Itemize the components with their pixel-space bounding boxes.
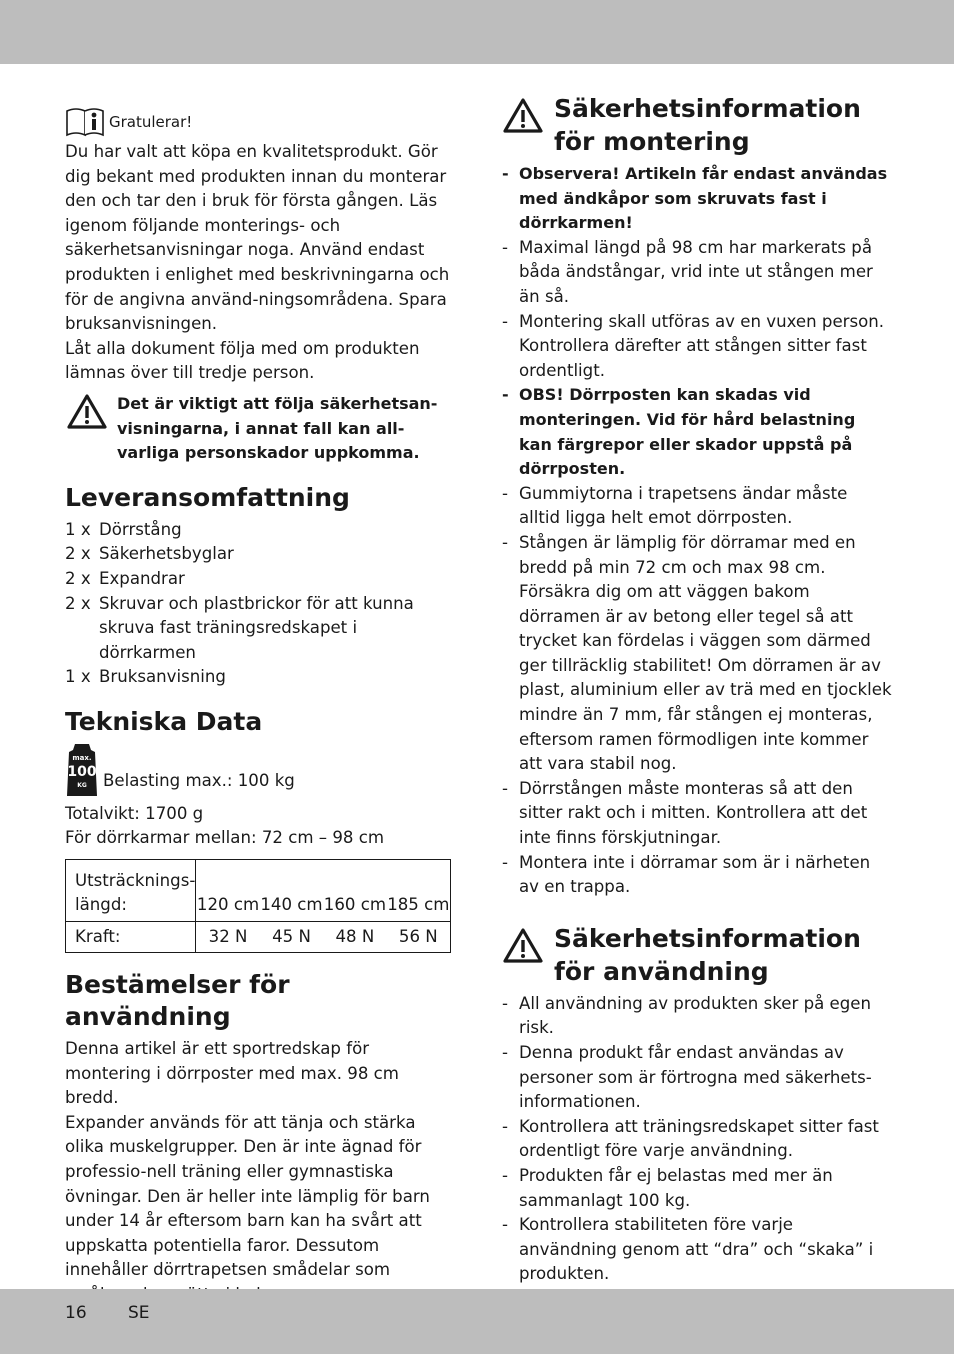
table-cell: 120 cm [196, 895, 260, 915]
table-cell: 160 cm [323, 895, 387, 915]
list-item: - Montering skall utföras av en vuxen person. Kontrollera därefter att stången sitter fast ordentligt. [502, 311, 885, 380]
max-load-row [65, 742, 455, 798]
warning-text: Det är viktigt att följa säkerhetsan-visningarna, i annat fall kan all-varliga personskador uppkomma. [117, 393, 438, 463]
force-values [196, 922, 451, 953]
warning-triangle-icon [65, 394, 109, 430]
list-item: - Denna produkt får endast användas av personer som är förtrogna med säkerhets-informationen. [502, 1043, 872, 1112]
use-paragraph: Expander används för att tänja och stärka olika muskelgrupper. Den är inte ägnad för professio-nell träning eller gymnastiska övningar. Den är heller inte lämplig för barn under 14 år eftersom barn kan ha svårt att uppskatta potentiella faror. Dessutom innehåller dörrtrapetsen smådelar som [65, 1112, 430, 1280]
language-code: SE [128, 1303, 150, 1323]
list-item: - Montera inte i dörramar som är i närheten av en trappa. [502, 852, 871, 897]
list-item: - Kontrollera stabiliteten före varje användning genom att “dra” och “skaka” i produkten. [502, 1215, 874, 1284]
page-number: 16 [65, 1303, 87, 1323]
warning-triangle-icon [502, 928, 544, 964]
length-values [196, 860, 451, 922]
use-safety-heading: Säkerhetsinformation för användning [554, 923, 861, 986]
list-item: 2 x Expandrar [65, 568, 185, 588]
list-item: 2 x Säkerhetsbyglar [65, 544, 234, 564]
supply-list [65, 518, 455, 690]
force-label: Kraft: [66, 922, 196, 953]
intro-paragraph: Du har valt att köpa en kvalitetsprodukt. Gör dig bekant med produkten innan du monterar den och tar den i bruk för första gången. Läs igenom följande monterings- och säkerhetsanvisningar noga. Använd endast produkten i enlighet med beskrivningarna och för de angivna använd-ningsområdena. Spara bruksanvisningen. [65, 142, 450, 334]
mount-safety-header [502, 92, 892, 158]
spec-table [65, 859, 451, 953]
intro-paragraph: Låt alla dokument följa med om produkten lämnas över till tredje person. [65, 338, 420, 383]
weight-icon-value: 100 [67, 763, 97, 780]
use-paragraph: Denna artikel är ett sportredskap för montering i dörrposter med max. 98 cm bredd. [65, 1039, 399, 1108]
list-item: - Gummiytorna i trapetsens ändar måste alltid ligga helt emot dörrposten. [502, 483, 848, 528]
list-item: - OBS! Dörrposten kan skadas vid monteringen. Vid för hård belastning kan färgrepor eller skador uppstå på dörrposten. [502, 385, 856, 479]
list-item: - Observera! Artikeln får endast användas med ändkåpor som skruvats fast i dörrkarmen! [502, 164, 888, 233]
list-item: - Produkten får ej belastas med mer än sammanlagt 100 kg. [502, 1165, 833, 1210]
right-column [502, 92, 892, 1287]
warning-triangle-icon [502, 98, 544, 134]
mount-safety-list [502, 162, 892, 900]
list-item: - Dörrstången måste monteras så att den sitter rakt och i mitten. Kontrollera att det inte finns förskjutningar. [502, 778, 868, 848]
intro-title: Gratulerar! [109, 112, 193, 131]
table-cell: 45 N [272, 926, 311, 946]
use-safety-list [502, 992, 892, 1287]
table-cell: 185 cm [387, 895, 450, 915]
intro-header [65, 108, 455, 136]
header-bar [0, 0, 954, 64]
table-cell: 48 N [335, 926, 375, 946]
list-item: - Maximal längd på 98 cm har markerats på båda ändstångar, vrid inte ut stången mer än så. [502, 237, 873, 306]
table-cell: 56 N [398, 926, 438, 946]
weight-icon-top: max. [72, 753, 92, 762]
frame-range: För dörrkarmar mellan: 72 cm – 98 cm [65, 828, 385, 848]
table-row [66, 860, 451, 922]
total-weight: Totalvikt: 1700 g [65, 803, 204, 823]
table-cell: 32 N [208, 926, 248, 946]
table-row [66, 922, 451, 953]
list-item: - Kontrollera att träningsredskapet sitter fast ordentligt före varje användning. [502, 1116, 879, 1161]
list-item: 2 x Skruvar och plastbrickor för att kunna skruva fast träningsredskapet i dörrkarmen [65, 593, 414, 662]
table-cell: 140 cm [260, 895, 323, 915]
length-label: Utsträcknings- längd: [66, 860, 196, 922]
list-item: - All användning av produkten sker på egen risk. [502, 993, 872, 1038]
max-load-text: Belasting max.: 100 kg [103, 770, 295, 790]
left-column [65, 108, 455, 1308]
manual-info-icon [65, 107, 107, 137]
list-item: 1 x Bruksanvisning [65, 667, 226, 687]
safety-warning [65, 392, 455, 466]
weight-icon-unit: KG [77, 781, 87, 789]
use-heading: Bestämelser för användning [65, 970, 290, 1032]
mount-safety-heading: Säkerhetsinformation för montering [554, 94, 861, 156]
use-safety-header [502, 922, 892, 988]
list-item: 1 x Dörrstång [65, 519, 182, 539]
supply-heading: Leveransomfattning [65, 482, 350, 512]
tech-heading: Tekniska Data [65, 706, 263, 736]
spec-lines [65, 802, 455, 851]
weight-icon [65, 742, 99, 798]
list-item: - Stången är lämplig för dörramar med en bredd på min 72 cm och max 98 cm. Försäkra dig om att väggen bakom dörramen är av betong eller tegel så att trycket kan fördelas i väggen som därmed ger tillräcklig stabilitet! Om dörramen är av plast, aluminium eller av trä med en tjocklek mindre än 7 mm, får stången ej monteras, eftersom ramen förmodligen inte kommer att vara stabil nog. [502, 532, 892, 774]
